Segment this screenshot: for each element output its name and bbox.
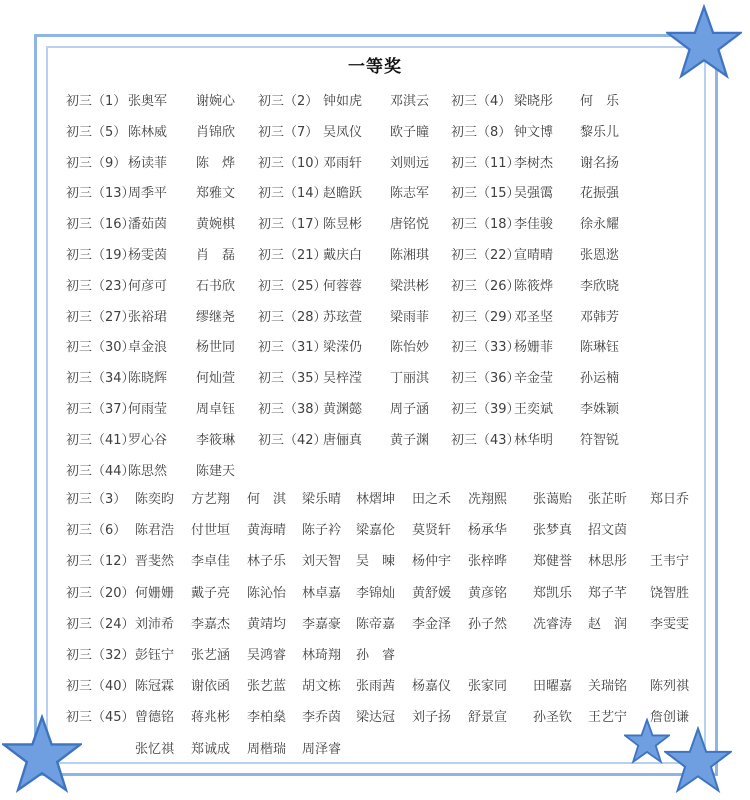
student-name: 张奥军 [128, 94, 168, 109]
student-name: 田曜嘉 [533, 679, 573, 695]
student-name: 刘则远 [390, 155, 430, 171]
student-name: 李锦灿 [356, 585, 396, 601]
student-name: 杨世同 [196, 340, 236, 356]
class-label: 初三（27） [66, 309, 135, 325]
student-name: 陈子衿 [302, 523, 342, 539]
student-name: 邓淇云 [390, 94, 430, 109]
student-name: 张裕珺 [128, 309, 168, 325]
student-name: 杨读菲 [128, 155, 168, 171]
student-name: 杨承华 [468, 523, 508, 539]
class-label: 初三（6） [66, 523, 127, 539]
student-name: 黄海晴 [247, 523, 287, 539]
student-name: 孙运楠 [580, 371, 620, 387]
student-name: 潘茹茵 [128, 217, 168, 233]
student-name: 张艺蓝 [247, 679, 287, 695]
class-label: 初三（26） [451, 278, 520, 294]
student-name: 方艺翔 [191, 492, 231, 507]
student-name: 招文茵 [588, 523, 628, 539]
student-name: 孙 睿 [356, 648, 396, 663]
student-name: 黎乐儿 [580, 124, 620, 140]
student-name: 陈志军 [390, 186, 430, 202]
student-name: 黄靖均 [247, 616, 287, 632]
student-name: 陈奕昀 [135, 492, 175, 507]
student-name: 陈建天 [196, 463, 236, 479]
student-name: 蒋兆彬 [191, 710, 231, 726]
student-name: 钟文博 [514, 124, 554, 140]
student-name: 林熠坤 [356, 492, 396, 507]
student-name: 张艺涵 [191, 648, 231, 663]
student-name: 孙圣钦 [533, 710, 573, 726]
student-name: 吴强霭 [514, 186, 554, 202]
student-name: 陈君浩 [135, 523, 175, 539]
student-name: 刘沛希 [135, 616, 175, 632]
student-name: 李树杰 [514, 155, 554, 171]
student-name: 苏玹萱 [323, 309, 363, 325]
student-name: 李姝颖 [580, 402, 620, 417]
student-name: 何姗姗 [135, 585, 175, 601]
class-label: 初三（19） [66, 248, 135, 263]
student-name: 徐永耀 [580, 217, 620, 233]
class-label: 初三（9） [66, 155, 127, 171]
student-name: 钟如虎 [323, 94, 363, 109]
student-name: 周卓钰 [196, 402, 236, 417]
student-name: 彭钰宁 [135, 648, 175, 663]
class-label: 初三（1） [66, 94, 127, 109]
student-name: 陈思然 [128, 463, 168, 479]
student-name: 郑诚成 [191, 741, 231, 757]
student-name: 郑日乔 [650, 492, 690, 507]
student-name: 关瑞铭 [588, 679, 628, 695]
class-label: 初三（3） [66, 492, 127, 507]
student-name: 陈怡妙 [390, 340, 430, 356]
student-name: 梁达冠 [356, 710, 396, 726]
student-name: 李筱琳 [196, 432, 236, 448]
student-name: 何蓉蓉 [323, 278, 363, 294]
student-name: 付世垣 [191, 523, 231, 539]
student-name: 陈列祺 [650, 679, 690, 695]
student-name: 谢依函 [191, 679, 231, 695]
class-label: 初三（31） [258, 340, 327, 356]
student-name: 何灿萱 [196, 371, 236, 387]
student-name: 田之禾 [412, 492, 452, 507]
student-name: 符智锐 [580, 432, 620, 448]
class-label: 初三（32） [66, 648, 135, 663]
student-name: 郑凯乐 [533, 585, 573, 601]
student-name: 黄彦铭 [468, 585, 508, 601]
student-name: 莫贤轩 [412, 523, 452, 539]
student-name: 李欣晓 [580, 278, 620, 294]
student-name: 冼睿涛 [533, 616, 573, 632]
student-name: 黄舒媛 [412, 585, 452, 601]
student-name: 陈筱烨 [514, 278, 554, 294]
student-name: 舒景宣 [468, 710, 508, 726]
student-name: 郑子芊 [588, 585, 628, 601]
student-name: 张雨茜 [356, 679, 396, 695]
class-label: 初三（4） [451, 94, 512, 109]
student-name: 缪继尧 [196, 309, 236, 325]
class-label: 初三（30） [66, 340, 135, 356]
student-name: 陈冠霖 [135, 679, 175, 695]
student-name: 林子乐 [247, 554, 287, 570]
student-name: 梁雨菲 [390, 309, 430, 325]
student-name: 何彦可 [128, 278, 168, 294]
class-label: 初三（10） [258, 155, 327, 171]
student-name: 梁溁仍 [323, 340, 363, 356]
student-name: 李柏燊 [247, 710, 287, 726]
student-name: 何 淇 [247, 492, 287, 507]
student-name: 邓圣坚 [514, 309, 554, 325]
student-name: 饶智胜 [650, 585, 690, 601]
student-name: 杨嘉仪 [412, 679, 452, 695]
class-label: 初三（25） [258, 278, 327, 294]
student-name: 吴凤仪 [323, 124, 363, 140]
student-name: 曾德铭 [135, 710, 175, 726]
student-name: 肖 磊 [196, 248, 236, 263]
student-name: 刘天智 [302, 554, 342, 570]
student-name: 卓金浪 [128, 340, 168, 356]
class-label: 初三（37） [66, 402, 135, 417]
student-name: 肖锦欣 [196, 124, 236, 140]
class-label: 初三（17） [258, 217, 327, 233]
student-name: 黄婉棋 [196, 217, 236, 233]
student-name: 罗心谷 [128, 432, 168, 448]
class-label: 初三（40） [66, 679, 135, 695]
student-name: 梁洪彬 [390, 278, 430, 294]
class-label: 初三（22） [451, 248, 520, 263]
student-name: 张芷昕 [588, 492, 628, 507]
class-label: 初三（36） [451, 371, 520, 387]
student-name: 林华明 [514, 432, 554, 448]
class-label: 初三（38） [258, 402, 327, 417]
student-name: 张忆祺 [135, 741, 175, 757]
student-name: 梁晓彤 [514, 94, 554, 109]
student-name: 王奕斌 [514, 402, 554, 417]
student-name: 谢名扬 [580, 155, 620, 171]
class-label: 初三（43） [451, 432, 520, 448]
student-name: 张家同 [468, 679, 508, 695]
student-name: 邓雨轩 [323, 155, 363, 171]
class-label: 初三（39） [451, 402, 520, 417]
class-label: 初三（34） [66, 371, 135, 387]
student-name: 张恩逖 [580, 248, 620, 263]
student-name: 赵 润 [588, 616, 628, 632]
student-name: 邓韩芳 [580, 309, 620, 325]
student-name: 杨姗菲 [514, 340, 554, 356]
class-label: 初三（24） [66, 616, 135, 632]
student-name: 陈 烨 [196, 155, 236, 171]
class-label: 初三（5） [66, 124, 127, 140]
student-name: 张梦真 [533, 523, 573, 539]
student-name: 郑雅文 [196, 186, 236, 202]
class-label: 初三（18） [451, 217, 520, 233]
class-label: 初三（35） [258, 371, 327, 387]
star-icon-bottom-right [664, 726, 732, 794]
student-name: 吴 暕 [356, 554, 396, 570]
student-name: 李嘉杰 [191, 616, 231, 632]
class-label: 初三（8） [451, 124, 512, 140]
student-name: 詹创谦 [650, 710, 690, 726]
student-name: 王韦宁 [650, 554, 690, 570]
student-name: 陈帝嘉 [356, 616, 396, 632]
student-name: 戴庆白 [323, 248, 363, 263]
student-name: 宣晴晴 [514, 248, 554, 263]
class-label: 初三（28） [258, 309, 327, 325]
student-name: 胡文栋 [302, 679, 342, 695]
student-name: 陈沁怡 [247, 585, 287, 601]
student-name: 李卓佳 [191, 554, 231, 570]
class-label: 初三（29） [451, 309, 520, 325]
class-label: 初三（15） [451, 186, 520, 202]
student-name: 欧子瞳 [390, 124, 430, 140]
student-name: 吴梓滢 [323, 371, 363, 387]
class-label: 初三（44） [66, 463, 135, 479]
award-title: 一等奖 [348, 57, 402, 77]
student-name: 梁乐晴 [302, 492, 342, 507]
student-name: 周泽睿 [302, 741, 342, 757]
class-label: 初三（20） [66, 585, 135, 601]
student-name: 李佳骏 [514, 217, 554, 233]
student-name: 谢婉心 [196, 94, 236, 109]
student-name: 李金泽 [412, 616, 452, 632]
student-name: 丁丽淇 [390, 371, 430, 387]
student-name: 何雨莹 [128, 402, 168, 417]
student-name: 林琦翔 [302, 648, 342, 663]
student-name: 梁嘉伦 [356, 523, 396, 539]
student-name: 黄子渊 [390, 432, 430, 448]
class-label: 初三（21） [258, 248, 327, 263]
student-name: 唐俪真 [323, 432, 363, 448]
class-label: 初三（2） [258, 94, 319, 109]
student-name: 周子涵 [390, 402, 430, 417]
student-name: 晋斐然 [135, 554, 175, 570]
class-label: 初三（16） [66, 217, 135, 233]
student-name: 陈晓辉 [128, 371, 168, 387]
student-name: 林思彤 [588, 554, 628, 570]
student-name: 郑健誉 [533, 554, 573, 570]
student-name: 李乔茵 [302, 710, 342, 726]
student-name: 王艺宁 [588, 710, 628, 726]
student-name: 陈琳钰 [580, 340, 620, 356]
student-name: 林卓嘉 [302, 585, 342, 601]
class-label: 初三（11） [451, 155, 520, 171]
student-name: 戴子亮 [191, 585, 231, 601]
student-name: 陈林威 [128, 124, 168, 140]
student-name: 石书欣 [196, 278, 236, 294]
student-name: 吴鸿睿 [247, 648, 287, 663]
student-name: 何 乐 [580, 94, 620, 109]
student-name: 李雯雯 [650, 616, 690, 632]
class-label: 初三（7） [258, 124, 319, 140]
student-name: 陈昱彬 [323, 217, 363, 233]
student-name: 孙子然 [468, 616, 508, 632]
student-name: 张梓晔 [468, 554, 508, 570]
student-name: 杨仲宇 [412, 554, 452, 570]
student-name: 黄渊懿 [323, 402, 363, 417]
student-name: 刘子扬 [412, 710, 452, 726]
class-label: 初三（42） [258, 432, 327, 448]
student-name: 冼翔熙 [468, 492, 508, 507]
student-name: 唐铭悦 [390, 217, 430, 233]
class-label: 初三（33） [451, 340, 520, 356]
student-name: 周楷瑞 [247, 741, 287, 757]
student-name: 花振强 [580, 186, 620, 202]
class-label: 初三（23） [66, 278, 135, 294]
student-name: 周季平 [128, 186, 168, 202]
student-name: 张蔼贻 [533, 492, 573, 507]
student-name: 陈湘琪 [390, 248, 430, 263]
class-label: 初三（14） [258, 186, 327, 202]
class-label: 初三（45） [66, 710, 135, 726]
student-name: 李嘉豪 [302, 616, 342, 632]
student-name: 杨雯茵 [128, 248, 168, 263]
class-label: 初三（12） [66, 554, 135, 570]
student-name: 辛金莹 [514, 371, 554, 387]
class-label: 初三（41） [66, 432, 135, 448]
class-label: 初三（13） [66, 186, 135, 202]
student-name: 赵瞻跃 [323, 186, 363, 202]
